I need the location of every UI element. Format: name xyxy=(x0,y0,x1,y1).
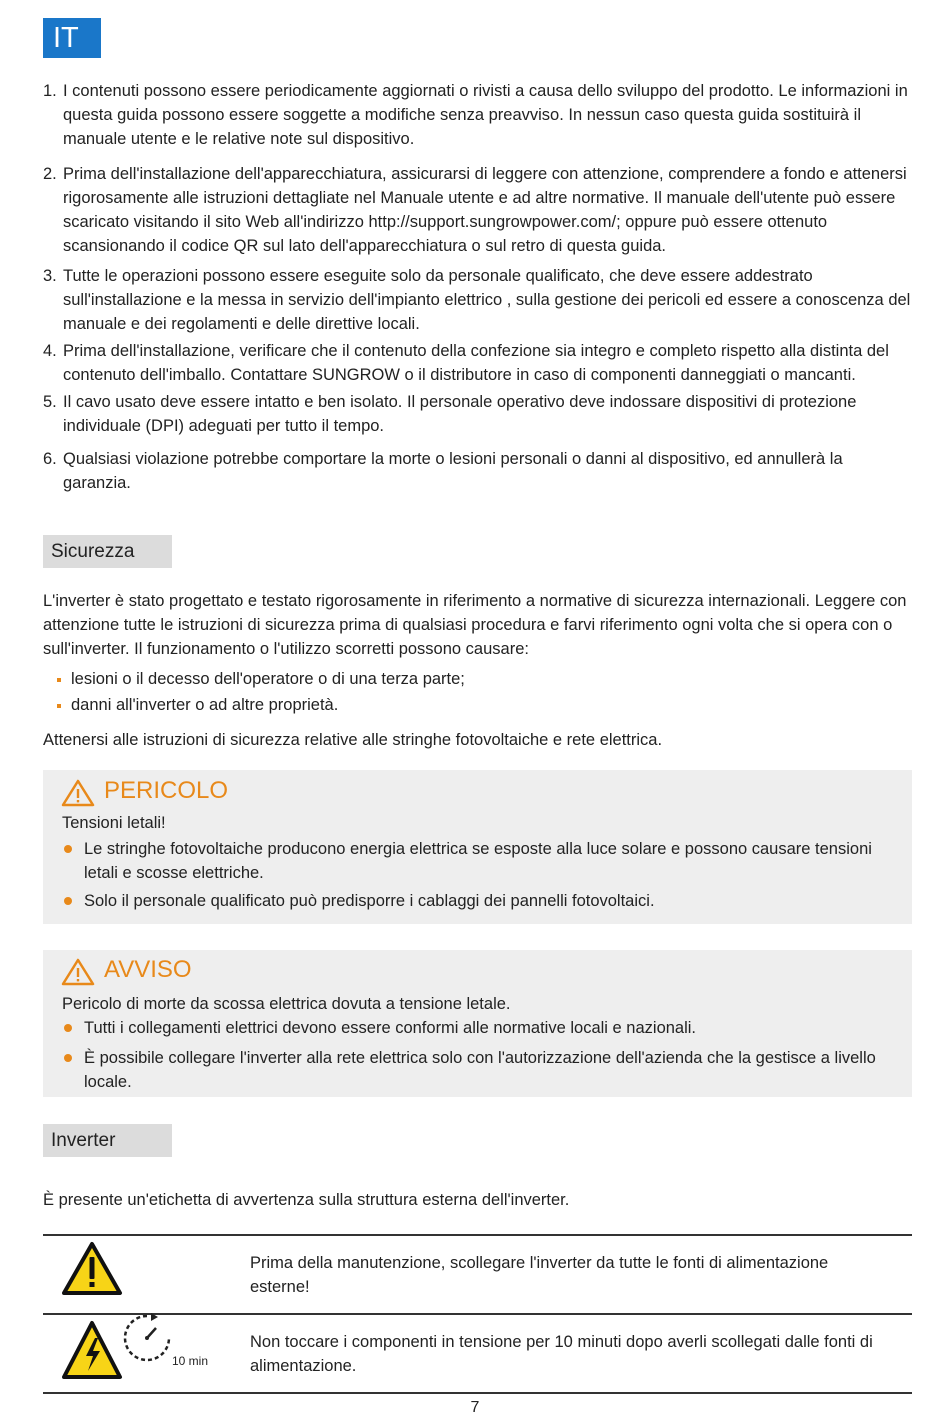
warning-list xyxy=(62,1016,902,1094)
list-item-text: È possibile collegare l'inverter alla rete elettrica solo con l'autorizzazione dell'azienda che la gestisce a livello locale. xyxy=(84,1049,876,1091)
safety-follow-text: Attenersi alle istruzioni di sicurezza relative alle stringhe fotovoltaiche e rete elettrica. xyxy=(43,731,663,749)
bullet-icon xyxy=(64,1054,72,1062)
notes-list xyxy=(43,79,913,495)
bullet-icon xyxy=(64,897,72,905)
list-item xyxy=(57,667,465,693)
label-icon-cell xyxy=(43,1235,250,1314)
consequence-list xyxy=(57,667,465,719)
section-heading-safety: Sicurezza xyxy=(43,535,172,568)
bullet-icon xyxy=(64,845,72,853)
general-warning-icon xyxy=(44,1237,249,1305)
square-bullet-icon xyxy=(57,704,61,708)
note-item xyxy=(43,264,913,336)
table-row xyxy=(43,1235,912,1314)
timer-label: 10 min xyxy=(172,1354,209,1368)
warning-lead: Pericolo di morte da scossa elettrica dovuta a tensione letale. xyxy=(62,995,511,1013)
language-badge: IT xyxy=(43,18,101,58)
note-item xyxy=(43,447,913,495)
list-item xyxy=(62,1016,902,1040)
clock-dashed-icon xyxy=(120,1310,174,1366)
inverter-intro: È presente un'etichetta di avvertenza sulla struttura esterna dell'inverter. xyxy=(43,1191,570,1209)
note-text: Il cavo usato deve essere intatto e ben isolato. Il personale operativo deve indossare dispositivi di protezione individuale (DPI) adeguati per tutto il tempo. xyxy=(63,393,857,435)
note-item xyxy=(43,79,913,151)
list-item-text: Solo il personale qualificato può predisporre i cablaggi dei pannelli fotovoltaici. xyxy=(84,892,655,910)
note-text: I contenuti possono essere periodicamente aggiornati o rivisti a causa dello sviluppo del prodotto. Le informazioni in questa guida possono essere soggette a modifiche senza preavviso. In nessun caso questa guida sostituirà il manuale utente e le relative note sul dispositivo. xyxy=(63,82,908,148)
warning-callout xyxy=(43,950,912,1097)
note-number: 4. xyxy=(43,342,57,360)
note-text: Prima dell'installazione, verificare che il contenuto della confezione sia integro e completo rispetto alla distinta del contenuto dell'imballo. Contattare SUNGROW o il distributore in caso di componenti danneggiati o mancanti. xyxy=(63,342,889,384)
danger-list xyxy=(62,837,902,913)
note-text: Qualsiasi violazione potrebbe comportare la morte o lesioni personali o danni al dispositivo, ed annullerà la garanzia. xyxy=(63,450,843,492)
note-number: 3. xyxy=(43,267,57,285)
label-text-cell: Non toccare i componenti in tensione per 10 minuti dopo averli scollegati dalle fonti di alimentazione. xyxy=(250,1314,912,1393)
note-number: 6. xyxy=(43,450,57,468)
danger-lead: Tensioni letali! xyxy=(62,814,166,832)
list-item xyxy=(62,1046,902,1094)
note-text: Prima dell'installazione dell'apparecchiatura, assicurarsi di leggere con attenzione, comprendere a fondo e attenersi rigorosamente alle istruzioni dettagliate nel Manuale utente e ad altre normative. Il manuale dell'utente può essere scaricato visitando il sito Web all'indirizzo http://support.sungrowpower.com/; oppure può essere ottenuto scansionando il codice QR sul lato dell'apparecchiatura o sul retro di questa guida. xyxy=(63,165,907,255)
list-item-text: lesioni o il decesso dell'operatore o di una terza parte; xyxy=(71,670,465,688)
note-item xyxy=(43,339,913,387)
label-text-cell: Prima della manutenzione, scollegare l'inverter da tutte le fonti di alimentazione esterne! xyxy=(250,1235,912,1314)
warning-title: AVVISO xyxy=(104,956,192,983)
bullet-icon xyxy=(64,1024,72,1032)
list-item xyxy=(62,889,902,913)
note-number: 1. xyxy=(43,82,57,100)
warning-triangle-icon xyxy=(61,958,95,986)
note-number: 5. xyxy=(43,393,57,411)
section-heading-inverter: Inverter xyxy=(43,1124,172,1157)
note-item xyxy=(43,162,913,258)
danger-callout xyxy=(43,770,912,924)
timer-icon xyxy=(120,1310,210,1374)
safety-intro: L'inverter è stato progettato e testato rigorosamente in riferimento a normative di sicurezza internazionali. Leggere con attenzione tutte le istruzioni di sicurezza prima di qualsiasi procedura e farvi riferimento ogni volta che si opera con o sull'inverter. Il funzionamento o l'utilizzo scorretti possono causare: xyxy=(43,592,907,658)
note-item xyxy=(43,390,913,438)
list-item-text: Tutti i collegamenti elettrici devono essere conformi alle normative locali e nazionali. xyxy=(84,1019,697,1037)
list-item xyxy=(62,837,902,885)
note-text: Tutte le operazioni possono essere eseguite solo da personale qualificato, che deve essere addestrato sull'installazione e la messa in servizio dell'impianto elettrico , sulla gestione dei pericoli ed essere a conoscenza del manuale e dei regolamenti e delle direttive locali. xyxy=(63,267,911,333)
list-item xyxy=(57,693,465,719)
note-number: 2. xyxy=(43,165,57,183)
list-item-text: danni all'inverter o ad altre proprietà. xyxy=(71,696,339,714)
square-bullet-icon xyxy=(57,678,61,682)
danger-title: PERICOLO xyxy=(104,777,229,804)
page-number: 7 xyxy=(470,1399,480,1416)
warning-triangle-icon xyxy=(61,779,95,807)
list-item-text: Le stringhe fotovoltaiche producono energia elettrica se esposte alla luce solare e possono causare tensioni letali e scosse elettriche. xyxy=(84,840,872,882)
